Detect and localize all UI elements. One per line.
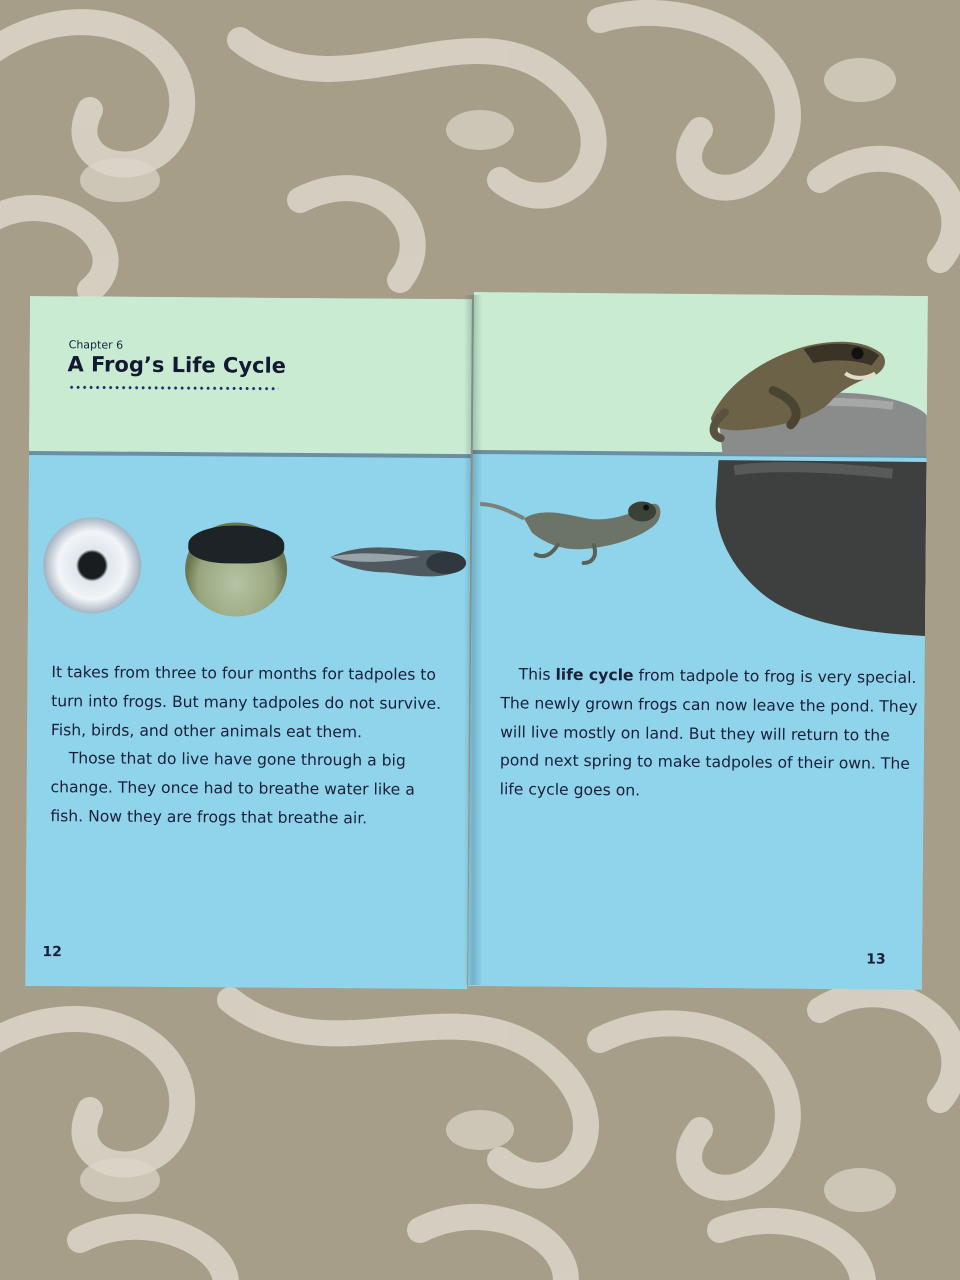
right-paragraph-lead: This bbox=[518, 665, 556, 684]
chapter-title: A Frog’s Life Cycle bbox=[67, 352, 287, 378]
left-body-text bbox=[50, 658, 451, 834]
book-gutter bbox=[464, 295, 482, 985]
tadpole-icon bbox=[25, 296, 472, 989]
right-paragraph-rest: from tadpole to frog is very special. The newly grown frogs can now leave the pond. They will live mostly on land. But they will return to the pond next spring to make tadpoles of their own. The life cycle goes on. bbox=[499, 666, 918, 800]
chapter-label: Chapter 6 bbox=[68, 338, 124, 352]
left-paragraph-2: Those that do live have gone through a big change. They once had to breathe water like a fish. Now they are frogs that breathe air. bbox=[50, 749, 415, 828]
left-page bbox=[25, 296, 472, 989]
right-page bbox=[468, 292, 928, 990]
page-number: 13 bbox=[866, 951, 886, 968]
key-term-life-cycle: life cycle bbox=[555, 665, 634, 685]
right-body-text bbox=[500, 660, 921, 808]
right-paragraph bbox=[500, 660, 921, 808]
page-number: 12 bbox=[42, 944, 62, 961]
left-paragraph-1: It takes from three to four months for tadpoles to turn into frogs. But many tadpoles do not survive. Fish, birds, and other animals eat them. bbox=[50, 663, 442, 741]
froglet-icon bbox=[468, 292, 928, 990]
